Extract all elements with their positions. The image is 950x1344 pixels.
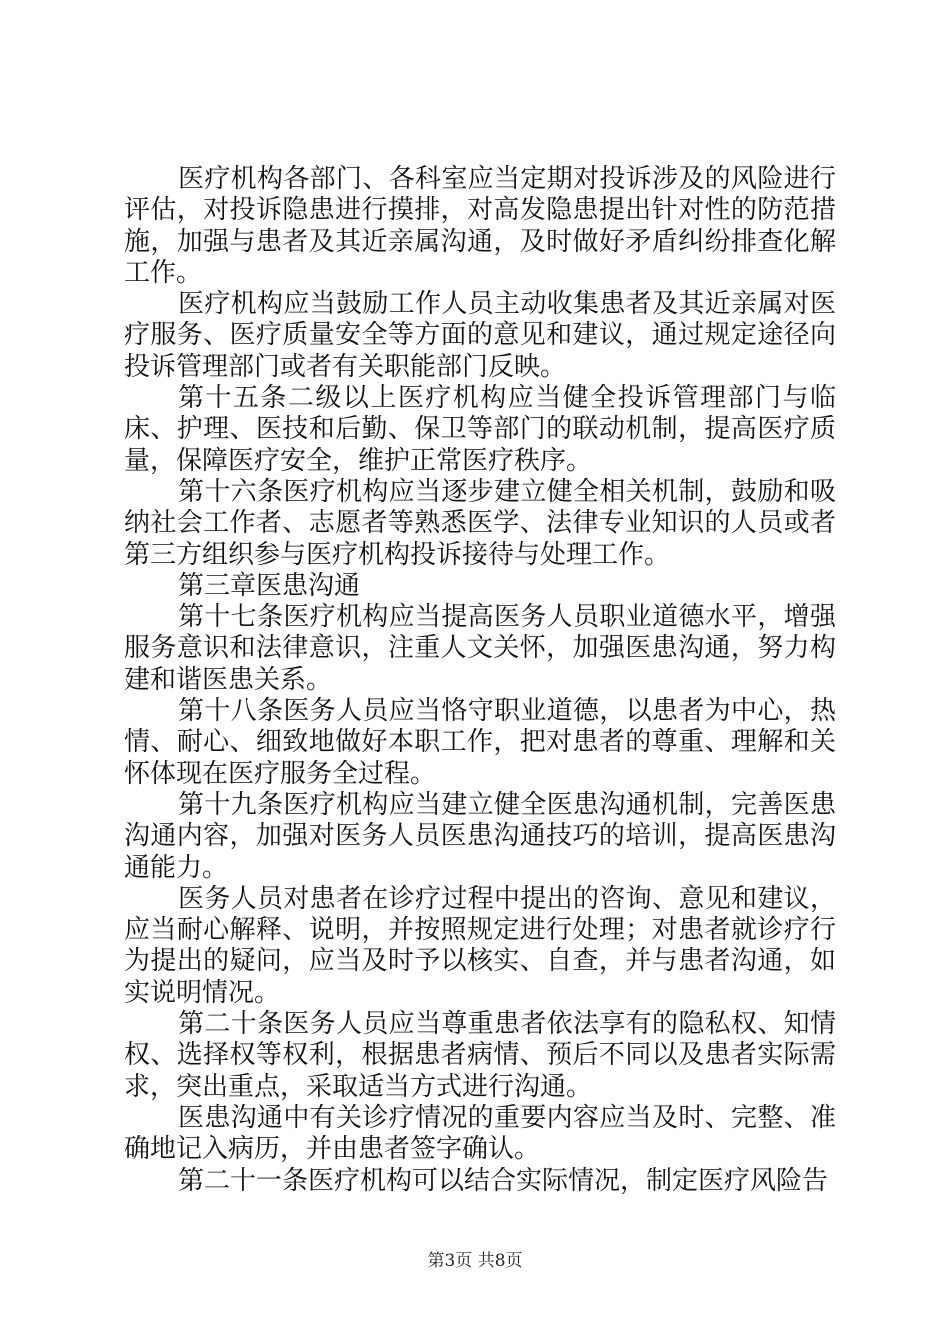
paragraph: 第二十条医务人员应当尊重患者依法享有的隐私权、知情权、选择权等权利，根据患者病情、预后不同以及患者实际需求，突出重点，采取适当方式进行沟通。 [124,1009,836,1102]
paragraph: 第十六条医疗机构应当逐步建立健全相关机制，鼓励和吸纳社会工作者、志愿者等熟悉医学、法律专业知识的人员或者第三方组织参与医疗机构投诉接待与处理工作。 [124,476,836,570]
paragraph: 第十五条二级以上医疗机构应当健全投诉管理部门与临床、护理、医技和后勤、保卫等部门的联动机制，提高医疗质量，保障医疗安全，维护正常医疗秩序。 [124,383,836,476]
paragraph: 第二十一条医疗机构可以结合实际情况，制定医疗风险告 [178,1165,829,1196]
paragraph: 医患沟通中有关诊疗情况的重要内容应当及时、完整、准确地记入病历，并由患者签字确认。 [124,1102,836,1165]
paragraph: 医疗机构各部门、各科室应当定期对投诉涉及的风险进行评估，对投诉隐患进行摸排，对高发隐患提出针对性的防范措施，加强与患者及其近亲属沟通，及时做好矛盾纠纷排查化解工作。 [124,164,836,288]
paragraph: 医疗机构应当鼓励工作人员主动收集患者及其近亲属对医疗服务、医疗质量安全等方面的意见和建议，通过规定途径向投诉管理部门或者有关职能部门反映。 [124,289,836,382]
paragraph: 医务人员对患者在诊疗过程中提出的咨询、意见和建议，应当耐心解释、说明，并按照规定进行处理；对患者就诊疗行为提出的疑问，应当及时予以核实、自查，并与患者沟通，如实说明情况。 [124,883,836,1008]
paragraph: 第十八条医务人员应当恪守职业道德，以患者为中心，热情、耐心、细致地做好本职工作，把对患者的尊重、理解和关怀体现在医疗服务全过程。 [124,696,836,789]
chapter-heading: 第三章医患沟通 [178,570,361,601]
page-number-footer: 第3页 共8页 [427,1251,523,1271]
paragraph: 第十七条医疗机构应当提高医务人员职业道德水平，增强服务意识和法律意识，注重人文关怀，加强医患沟通，努力构建和谐医患关系。 [124,602,836,695]
paragraph: 第十九条医疗机构应当建立健全医患沟通机制，完善医患沟通内容，加强对医务人员医患沟通技巧的培训，提高医患沟通能力。 [124,789,836,883]
document-body [124,164,836,1197]
